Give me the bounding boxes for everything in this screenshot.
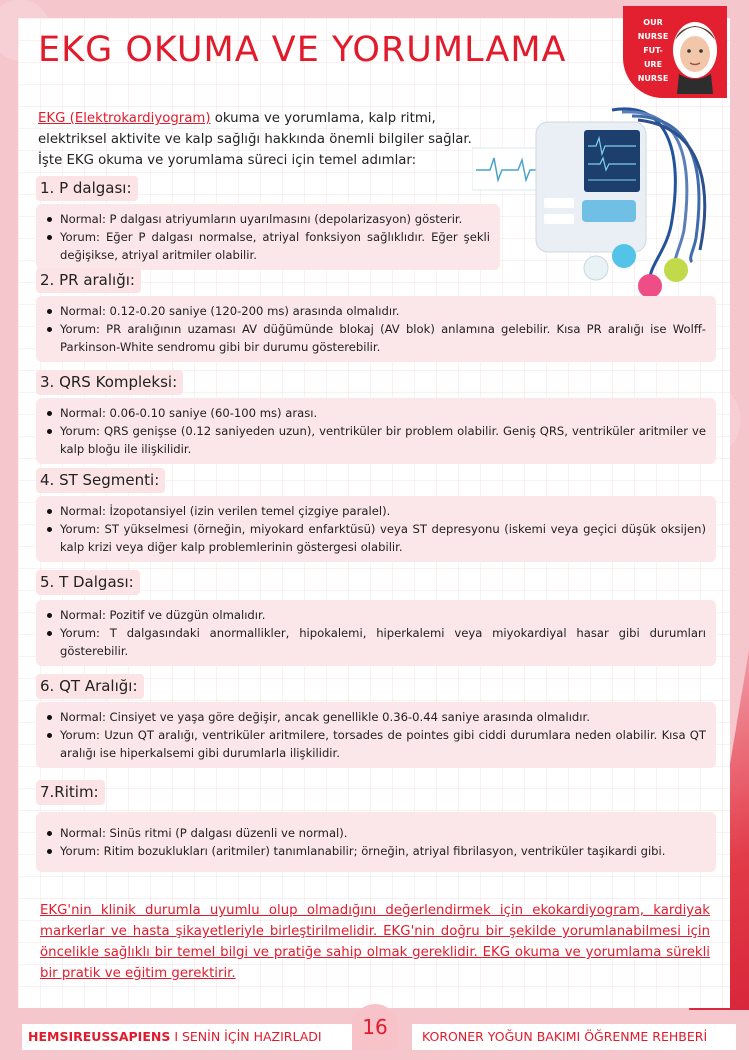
list-item: Yorum: Ritim bozuklukları (aritmiler) tanımlanabilir; örneğin, atriyal fibrilasyon, ventriküler taşikardi gibi. [44, 842, 706, 860]
page-number: 16 [352, 1004, 398, 1050]
section-heading-pr-interval: 2. PR aralığı: [36, 268, 141, 293]
section-box-p-wave [36, 204, 500, 270]
intro-paragraph [38, 108, 498, 171]
list-item: Normal: İzopotansiyel (izin verilen temel çizgiye paralel). [44, 502, 706, 520]
list-item: Normal: 0.06-0.10 saniye (60-100 ms) arası. [44, 404, 706, 422]
section-heading-t-wave: 5. T Dalgası: [36, 570, 140, 595]
page-title: EKG OKUMA VE YORUMLAMA [38, 30, 567, 70]
section-box-t-wave [36, 600, 716, 666]
section-box-qrs [36, 398, 716, 464]
nurse-portrait-icon [667, 10, 723, 94]
list-item: Normal: Cinsiyet ve yaşa göre değişir, ancak genellikle 0.36-0.44 saniye arasında olmalıdır. [44, 708, 706, 726]
footer-tagline: I SENİN İÇİN HAZIRLADI [170, 1029, 322, 1044]
intro-text: okuma ve yorumlama, kalp ritmi, elektriksel aktivite ve kalp sağlığı hakkında önemli bilgiler sağlar. İşte EKG okuma ve yorumlama süreci için temel adımlar: [38, 111, 472, 168]
list-item: Yorum: T dalgasındaki anormallikler, hipokalemi, hiperkalemi veya miyokardiyal hasar gibi durumları gösterebilir. [44, 624, 706, 660]
section-heading-st-segment: 4. ST Segmenti: [36, 468, 165, 493]
section-box-qt-interval [36, 702, 716, 768]
section-heading-rhythm: 7.Ritim: [36, 780, 105, 805]
list-item: Yorum: QRS genişse (0.12 saniyeden uzun), ventriküler bir problem olabilir. Geniş QRS, ventriküler aritmiler ve kalp bloğu ile ilişkilidir. [44, 422, 706, 458]
list-item: Yorum: ST yükselmesi (örneğin, miyokard enfarktüsü) veya ST depresyonu (iskemi veya geçici düşük oksijen) kalp krizi veya diğer kalp problemlerinin göstergesi olabilir. [44, 520, 706, 556]
list-item: Yorum: Uzun QT aralığı, ventriküler aritmilere, torsades de pointes gibi ciddi durumlara neden olabilir. Kısa QT aralığı ise hiperkalsemi gibi durumlarla ilişkilidir. [44, 726, 706, 762]
footer-brand [22, 1024, 352, 1050]
list-item: Yorum: Eğer P dalgası normalse, atriyal fonksiyon sağlıklıdır. Eğer şekli değişikse, atriyal aritmiler olabilir. [44, 228, 490, 264]
footer-guide-title: KORONER YOĞUN BAKIMI ÖĞRENME REHBERİ [412, 1024, 736, 1050]
section-box-pr-interval [36, 296, 716, 362]
list-item: Normal: P dalgası atriyumların uyarılmasını (depolarizasyon) gösterir. [44, 210, 490, 228]
page-footer [0, 1004, 749, 1060]
list-item: Normal: 0.12-0.20 saniye (120-200 ms) arasında olmalıdır. [44, 302, 706, 320]
list-item: Yorum: PR aralığının uzaması AV düğümünde blokaj (AV blok) anlamına gelebilir. Kısa PR aralığı ise Wolff-Parkinson-White sendromu gibi bir durumu gösterebilir. [44, 320, 706, 356]
brand-logo [623, 6, 727, 98]
section-box-st-segment [36, 496, 716, 562]
section-heading-qrs: 3. QRS Kompleksi: [36, 370, 183, 395]
section-heading-qt-interval: 6. QT Aralığı: [36, 674, 144, 699]
ecg-monitor-illustration [472, 100, 722, 300]
list-item: Normal: Pozitif ve düzgün olmalıdır. [44, 606, 706, 624]
footer-brand-name: HEMSIREUSSAPIENS [28, 1029, 171, 1044]
section-heading-p-wave: 1. P dalgası: [36, 176, 138, 201]
list-item: Normal: Sinüs ritmi (P dalgası düzenli ve normal). [44, 824, 706, 842]
section-box-rhythm [36, 812, 716, 872]
logo-text: OUR NURSE FUT- URE NURSE [637, 18, 669, 83]
intro-link[interactable]: EKG (Elektrokardiyogram) [38, 111, 211, 126]
conclusion-paragraph: EKG'nin klinik durumla uyumlu olup olmadığını değerlendirmek için ekokardiyogram, kardiyak markerlar ve hasta şikayetleriyle birleştirilmelidir. EKG'nin doğru bir şekilde yorumlanabilmesi için öncelikle sağlıklı bir temel bilgi ve pratiğe sahip olmak gereklidir. EKG okuma ve yorumlama sürekli bir pratik ve eğitim gerektirir. [40, 903, 710, 981]
